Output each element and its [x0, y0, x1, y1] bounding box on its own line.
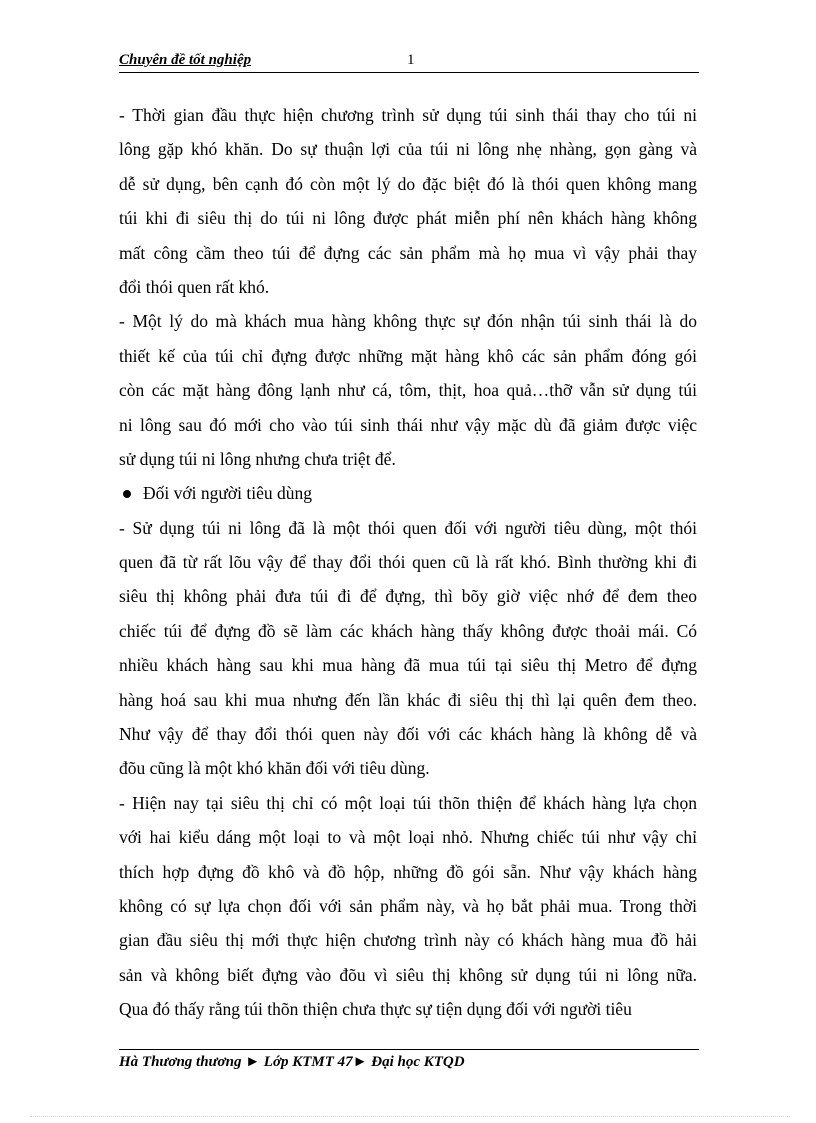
document-body: [119, 98, 697, 1027]
line-text: hàng hoá sau khi mua nhưng đến lần khác đi siêu thị thì lại quên đem theo.: [119, 689, 697, 710]
line-text: đổi thói quen rất khó.: [119, 276, 270, 297]
footer-text: Hà Thương thương ► Lớp KTMT 47► Đại học KTQD: [119, 1054, 465, 1070]
line-text: túi khi đi siêu thị do túi ni lông được phát miễn phí nên khách hàng không: [119, 208, 697, 229]
line-text: Đối với người tiêu dùng: [143, 483, 312, 504]
line-text: thích hợp đựng đồ khô và đồ hộp, những đồ gói sẵn. Như vậy khách hàng: [119, 861, 697, 882]
line-text: Như vậy để thay đổi thói quen này đối với các khách hàng là không dễ và: [119, 724, 697, 745]
text-line: [119, 339, 697, 373]
text-line: [119, 992, 697, 1026]
text-line: [119, 408, 697, 442]
header-title: Chuyên đề tốt nghiệp: [119, 52, 252, 68]
text-line: [119, 167, 697, 201]
line-text: còn các mặt hàng đông lạnh như cá, tôm, thịt, hoa quả…thỡ vẫn sử dụng túi: [119, 380, 697, 401]
bullet-icon: [123, 490, 131, 498]
text-line: [119, 958, 697, 992]
text-line: [119, 442, 697, 476]
text-line: [119, 855, 697, 889]
text-line: [119, 820, 697, 854]
text-line: [119, 545, 697, 579]
line-text: đõu cũng là một khó khăn đối với tiêu dùng.: [119, 758, 430, 779]
line-text: chiếc túi để đựng đồ sẽ làm các khách hàng thấy không được thoải mái. Có: [119, 620, 697, 641]
line-text: sử dụng túi ni lông nhưng chưa triệt để.: [119, 448, 396, 469]
line-text: - Sử dụng túi ni lông đã là một thói quen đối với người tiêu dùng, một thói: [119, 517, 697, 538]
line-text: Qua đó thấy rằng túi thõn thiện chưa thực sự tiện dụng đối với người tiêu: [119, 999, 632, 1020]
page-footer: [119, 1049, 699, 1071]
line-text: siêu thị không phải đưa túi đi để đựng, thì bõy giờ việc nhớ để đem theo: [119, 586, 697, 607]
text-line: [119, 304, 697, 338]
line-text: mất công cầm theo túi để đựng các sản phẩm mà họ mua vì vậy phải thay: [119, 242, 697, 263]
text-line: [119, 889, 697, 923]
line-text: với hai kiểu dáng một loại to và một loại nhỏ. Nhưng chiếc túi như vậy chỉ: [119, 827, 697, 848]
text-line: [119, 579, 697, 613]
text-line: [119, 270, 697, 304]
text-line: [119, 236, 697, 270]
text-line: [119, 614, 697, 648]
line-text: dễ sử dụng, bên cạnh đó còn một lý do đặc biệt đó là thói quen không mang: [119, 173, 697, 194]
line-text: lông gặp khó khăn. Do sự thuận lợi của túi ni lông nhẹ nhàng, gọn gàng và: [119, 139, 697, 160]
text-line: [119, 786, 697, 820]
line-text: sản và không biết đựng vào đõu vì siêu thị không sử dụng túi ni lông nữa.: [119, 964, 697, 985]
page-header: [119, 52, 699, 73]
line-text: không có sự lựa chọn đối với sản phẩm này, và họ bắt phải mua. Trong thời: [119, 895, 697, 916]
text-line: [119, 751, 697, 785]
line-text: ni lông sau đó mới cho vào túi sinh thái như vậy mặc dù đã giảm được việc: [119, 414, 697, 435]
line-text: gian đầu siêu thị mới thực hiện chương trình này có khách hàng mua đồ hải: [119, 930, 697, 951]
page-bottom-divider: [30, 1116, 790, 1117]
line-text: thiết kế của túi chỉ đựng được những mặt hàng khô các sản phẩm đóng gói: [119, 345, 697, 366]
bullet-heading: [119, 476, 697, 510]
text-line: [119, 373, 697, 407]
text-line: [119, 683, 697, 717]
text-line: [119, 201, 697, 235]
text-line: [119, 923, 697, 957]
line-text: nhiều khách hàng sau khi mua hàng đã mua túi tại siêu thị Metro để đựng: [119, 655, 697, 676]
line-text: - Thời gian đầu thực hiện chương trình sử dụng túi sinh thái thay cho túi ni: [119, 105, 697, 125]
line-text: - Hiện nay tại siêu thị chỉ có một loại túi thõn thiện để khách hàng lựa chọn: [119, 792, 697, 813]
text-line: [119, 511, 697, 545]
text-line: [119, 98, 697, 132]
text-line: [119, 648, 697, 682]
line-text: quen đã từ rất lõu vậy để thay đổi thói quen cũ là rất khó. Bình thường khi đi: [119, 552, 697, 573]
text-line: [119, 132, 697, 166]
line-text: - Một lý do mà khách mua hàng không thực sự đón nhận túi sinh thái là do: [119, 311, 697, 332]
page-number: 1: [407, 52, 415, 68]
text-line: [119, 717, 697, 751]
